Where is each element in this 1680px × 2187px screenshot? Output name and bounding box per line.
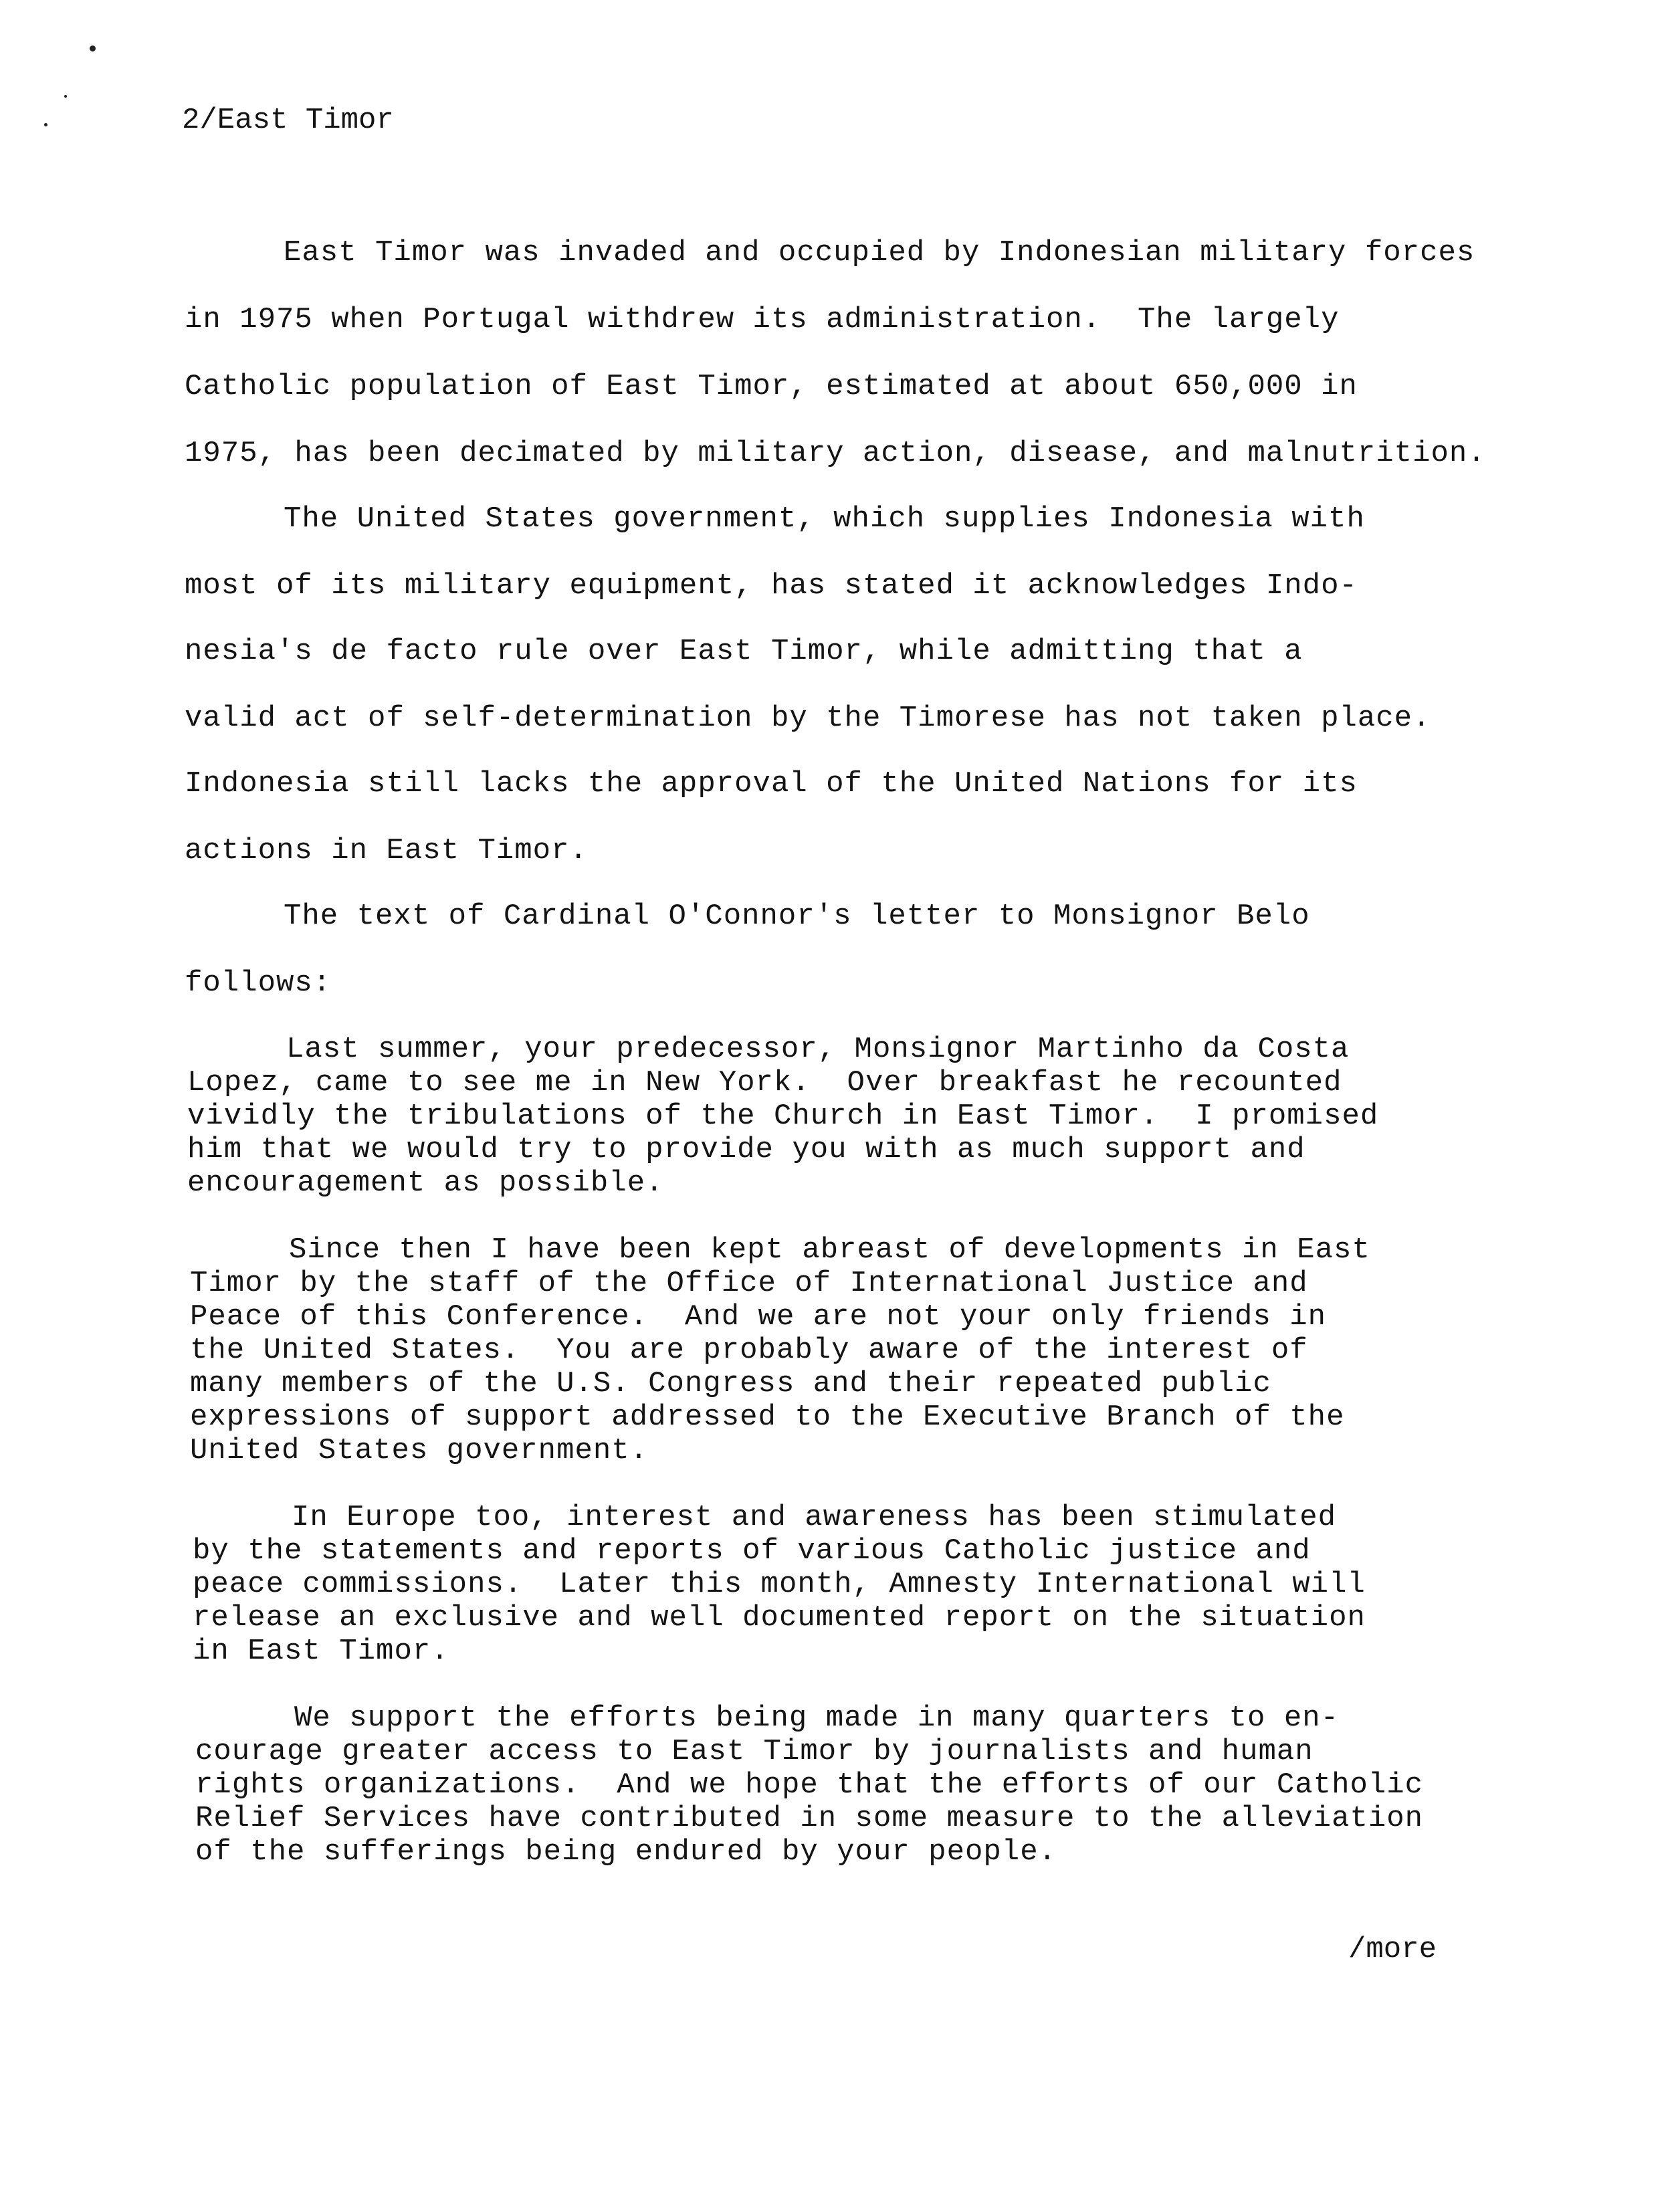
letter-line: Timor by the staff of the Office of International Justice and	[190, 1267, 1308, 1300]
body-line: in 1975 when Portugal withdrew its administration. The largely	[185, 303, 1340, 336]
letter-line: We support the efforts being made in many quarters to en-	[294, 1701, 1340, 1735]
letter-line: peace commissions. Later this month, Amnesty International will	[193, 1568, 1366, 1601]
letter-line: Lopez, came to see me in New York. Over breakfast he recounted	[187, 1066, 1342, 1100]
letter-line: vividly the tribulations of the Church in East Timor. I promised	[187, 1100, 1379, 1133]
body-line: nesia's de facto rule over East Timor, while admitting that a	[185, 635, 1303, 668]
body-line: The United States government, which supplies Indonesia with	[284, 502, 1365, 536]
letter-line: rights organizations. And we hope that the efforts of our Catholic	[195, 1768, 1424, 1802]
body-line: Indonesia still lacks the approval of the United Nations for its	[185, 767, 1358, 801]
letter-line: Last summer, your predecessor, Monsignor Martinho da Costa	[286, 1033, 1350, 1066]
letter-line: many members of the U.S. Congress and their repeated public	[190, 1367, 1271, 1400]
page-heading: 2/East Timor	[182, 104, 394, 137]
letter-line: United States government.	[190, 1434, 649, 1467]
letter-line: in East Timor.	[193, 1635, 449, 1668]
body-line: valid act of self-determination by the Timorese has not taken place.	[185, 702, 1431, 735]
letter-line: the United States. You are probably aware of the interest of	[190, 1334, 1308, 1367]
letter-line: expressions of support addressed to the Executive Branch of the	[190, 1400, 1345, 1434]
letter-line: by the statements and reports of various Catholic justice and	[193, 1534, 1311, 1568]
body-line: follows:	[185, 966, 332, 1000]
letter-line: Relief Services have contributed in some measure to the alleviation	[195, 1802, 1424, 1835]
scan-speck	[44, 123, 47, 126]
body-line: most of its military equipment, has stated it acknowledges Indo-	[185, 569, 1358, 603]
letter-line: of the sufferings being endured by your people.	[195, 1835, 1057, 1869]
letter-line: Peace of this Conference. And we are not your only friends in	[190, 1300, 1327, 1334]
letter-line: encouragement as possible.	[187, 1166, 664, 1200]
scan-speck	[64, 95, 67, 98]
letter-line: In Europe too, interest and awareness has been stimulated	[292, 1501, 1337, 1534]
body-line: Catholic population of East Timor, estimated at about 650,000 in	[185, 370, 1358, 403]
body-line: East Timor was invaded and occupied by Indonesian military forces	[284, 236, 1475, 270]
letter-line: him that we would try to provide you with as much support and	[187, 1133, 1305, 1166]
letter-line: release an exclusive and well documented report on the situation	[193, 1601, 1366, 1635]
letter-line: courage greater access to East Timor by journalists and human	[195, 1735, 1314, 1768]
letter-line: Since then I have been kept abreast of developments in East	[289, 1233, 1370, 1267]
body-line: The text of Cardinal O'Connor's letter to Monsignor Belo	[284, 900, 1310, 933]
continuation-marker: /more	[1348, 1933, 1437, 1966]
body-line: actions in East Timor.	[185, 834, 588, 867]
scan-speck	[90, 45, 96, 51]
body-line: 1975, has been decimated by military action, disease, and malnutrition.	[185, 437, 1486, 470]
